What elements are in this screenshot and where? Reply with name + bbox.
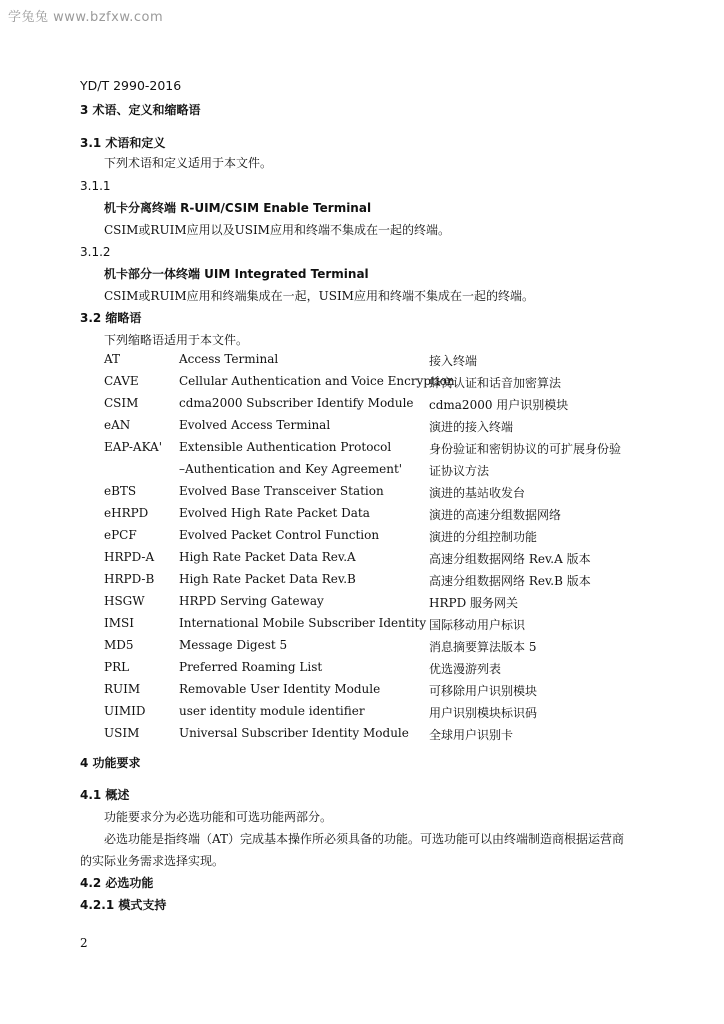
definition-3-1-1: CSIM或RUIM应用以及USIM应用和终端不集成在一起的终端。 xyxy=(104,223,450,237)
section-4-1-heading: 4.1 概述 xyxy=(80,788,130,802)
abbreviation-term: HRPD-A xyxy=(104,550,155,564)
section-4-1-paragraph-2-line-1: 必选功能是指终端（AT）完成基本操作所必须具备的功能。可选功能可以由终端制造商根据运营商 xyxy=(104,832,625,846)
abbreviation-term: EAP-AKA' xyxy=(104,440,163,454)
abbreviation-english: High Rate Packet Data Rev.B xyxy=(179,572,356,586)
clause-3-1-2-number: 3.1.2 xyxy=(80,245,111,259)
abbreviation-row xyxy=(0,660,724,682)
abbreviation-row xyxy=(0,682,724,704)
abbreviation-chinese: 可移除用户识别模块 xyxy=(429,684,538,698)
abbreviation-chinese: cdma2000 用户识别模块 xyxy=(429,398,569,412)
section-3-heading: 3 术语、定义和缩略语 xyxy=(80,103,201,117)
section-3-2-intro: 下列缩略语适用于本文件。 xyxy=(104,333,249,347)
abbreviation-row xyxy=(0,726,724,748)
abbreviation-row xyxy=(0,594,724,616)
abbreviation-english: Cellular Authentication and Voice Encryption xyxy=(179,374,455,388)
abbreviation-term: CSIM xyxy=(104,396,139,410)
abbreviation-english: Preferred Roaming List xyxy=(179,660,323,674)
abbreviation-term: eBTS xyxy=(104,484,137,498)
abbreviation-row xyxy=(0,484,724,506)
section-4-2-1-heading: 4.2.1 模式支持 xyxy=(80,898,167,912)
abbreviation-chinese: 演进的高速分组数据网络 xyxy=(429,508,562,522)
abbreviation-chinese: 用户识别模块标识码 xyxy=(429,706,538,720)
abbreviation-term: PRL xyxy=(104,660,130,674)
abbreviation-row xyxy=(0,440,724,462)
section-4-1-paragraph-2-line-2: 的实际业务需求选择实现。 xyxy=(80,854,225,868)
abbreviation-row xyxy=(0,572,724,594)
section-4-1-paragraph-1: 功能要求分为必选功能和可选功能两部分。 xyxy=(104,810,333,824)
abbreviation-chinese: 高速分组数据网络 Rev.B 版本 xyxy=(429,574,591,588)
abbreviation-chinese: HRPD 服务网关 xyxy=(429,596,519,610)
abbreviation-term: HSGW xyxy=(104,594,145,608)
abbreviation-chinese: 演进的接入终端 xyxy=(429,420,514,434)
abbreviation-chinese: 演进的基站收发台 xyxy=(429,486,526,500)
abbreviation-row xyxy=(0,462,724,484)
abbreviation-english: Evolved Packet Control Function xyxy=(179,528,380,542)
term-3-1-2: 机卡部分一体终端 UIM Integrated Terminal xyxy=(104,267,369,281)
abbreviation-term: eAN xyxy=(104,418,131,432)
section-3-1-heading: 3.1 术语和定义 xyxy=(80,136,166,150)
abbreviation-chinese: 消息摘要算法版本 5 xyxy=(429,640,537,654)
abbreviation-term: MD5 xyxy=(104,638,134,652)
abbreviation-english: Removable User Identity Module xyxy=(179,682,381,696)
abbreviation-english: Universal Subscriber Identity Module xyxy=(179,726,409,740)
abbreviation-english: Extensible Authentication Protocol xyxy=(179,440,392,454)
abbreviation-chinese: 高速分组数据网络 Rev.A 版本 xyxy=(429,552,591,566)
definition-3-1-2: CSIM或RUIM应用和终端集成在一起，USIM应用和终端不集成在一起的终端。 xyxy=(104,289,534,303)
section-4-heading: 4 功能要求 xyxy=(80,756,141,770)
abbreviation-term: ePCF xyxy=(104,528,137,542)
abbreviation-chinese: 全球用户识别卡 xyxy=(429,728,514,742)
abbreviation-term: AT xyxy=(104,352,121,366)
abbreviation-row xyxy=(0,638,724,660)
page-number: 2 xyxy=(80,936,88,950)
abbreviation-chinese: 证协议方法 xyxy=(429,464,490,478)
abbreviation-english: Access Terminal xyxy=(179,352,279,366)
abbreviation-term: RUIM xyxy=(104,682,141,696)
abbreviation-english: –Authentication and Key Agreement' xyxy=(179,462,403,476)
abbreviation-term: eHRPD xyxy=(104,506,149,520)
abbreviation-term: USIM xyxy=(104,726,140,740)
abbreviation-english: International Mobile Subscriber Identity xyxy=(179,616,427,630)
abbreviation-row xyxy=(0,506,724,528)
abbreviation-term: IMSI xyxy=(104,616,134,630)
abbreviation-chinese: 接入终端 xyxy=(429,354,478,368)
abbreviation-chinese: 蜂窝认证和话音加密算法 xyxy=(429,376,562,390)
standard-number: YD/T 2990-2016 xyxy=(80,78,182,93)
section-3-1-intro: 下列术语和定义适用于本文件。 xyxy=(104,156,273,170)
abbreviation-row xyxy=(0,418,724,440)
abbreviation-english: user identity module identifier xyxy=(179,704,365,718)
abbreviation-english: Evolved Access Terminal xyxy=(179,418,331,432)
watermark: 学兔兔 www.bzfxw.com xyxy=(8,10,164,25)
abbreviation-chinese: 优选漫游列表 xyxy=(429,662,502,676)
abbreviation-row xyxy=(0,396,724,418)
abbreviation-term: CAVE xyxy=(104,374,139,388)
abbreviation-row xyxy=(0,528,724,550)
abbreviation-english: High Rate Packet Data Rev.A xyxy=(179,550,356,564)
abbreviation-english: HRPD Serving Gateway xyxy=(179,594,324,608)
abbreviation-row xyxy=(0,704,724,726)
abbreviation-english: cdma2000 Subscriber Identify Module xyxy=(179,396,414,410)
abbreviation-row xyxy=(0,550,724,572)
abbreviation-row xyxy=(0,616,724,638)
abbreviation-english: Message Digest 5 xyxy=(179,638,288,652)
abbreviation-term: UIMID xyxy=(104,704,146,718)
abbreviation-chinese: 身份验证和密钥协议的可扩展身份验 xyxy=(429,442,622,456)
abbreviation-chinese: 演进的分组控制功能 xyxy=(429,530,538,544)
abbreviation-row xyxy=(0,352,724,374)
abbreviation-english: Evolved Base Transceiver Station xyxy=(179,484,384,498)
section-4-2-heading: 4.2 必选功能 xyxy=(80,876,154,890)
abbreviation-english: Evolved High Rate Packet Data xyxy=(179,506,370,520)
abbreviation-row xyxy=(0,374,724,396)
abbreviation-term: HRPD-B xyxy=(104,572,155,586)
term-3-1-1: 机卡分离终端 R-UIM/CSIM Enable Terminal xyxy=(104,201,372,215)
section-3-2-heading: 3.2 缩略语 xyxy=(80,311,142,325)
abbreviation-chinese: 国际移动用户标识 xyxy=(429,618,526,632)
clause-3-1-1-number: 3.1.1 xyxy=(80,179,111,193)
